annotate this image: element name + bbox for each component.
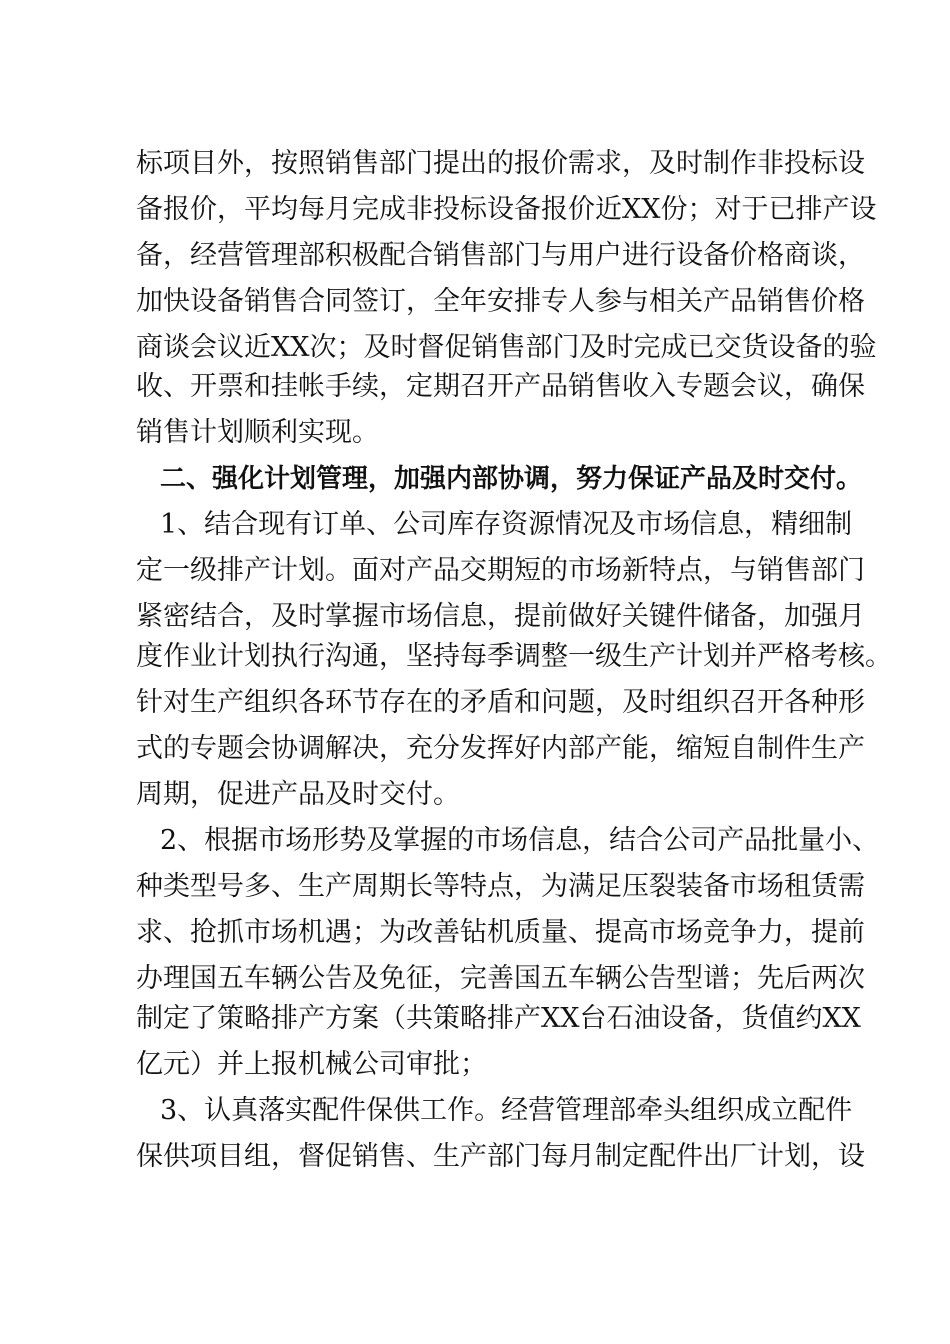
section-heading: 二、强化计划管理，加强内部协调，努力保证产品及时交付。: [160, 464, 863, 494]
body-text-line: 度作业计划执行沟通，坚持每季调整一级生产计划并严格考核。: [136, 641, 892, 672]
body-text-line: 紧密结合，及时掌握市场信息，提前做好关键件储备，加强月: [136, 601, 865, 632]
paragraph-first-line: 3、认真落实配件保供工作。经营管理部牵头组织成立配件: [160, 1095, 853, 1126]
body-text-line: 商谈会议近XX次；及时督促销售部门及时完成已交货设备的验: [136, 332, 877, 363]
body-text-line: 式的专题会协调解决，充分发挥好内部产能，缩短自制件生产: [136, 733, 865, 764]
body-text-line: 加快设备销售合同签订，全年安排专人参与相关产品销售价格: [136, 286, 865, 317]
body-text-line: 保供项目组，督促销售、生产部门每月制定配件出厂计划，设: [136, 1141, 865, 1172]
body-text-line: 求、抢抓市场机遇；为改善钻机质量、提高市场竞争力，提前: [136, 917, 865, 948]
body-text-line: 针对生产组织各环节存在的矛盾和问题，及时组织召开各种形: [136, 687, 865, 718]
body-text-line: 标项目外，按照销售部门提出的报价需求，及时制作非投标设: [136, 148, 865, 179]
body-text-line: 办理国五车辆公告及免征，完善国五车辆公告型谱；先后两次: [136, 963, 865, 994]
body-text-line: 周期，促进产品及时交付。: [136, 779, 460, 810]
paragraph-first-line: 1、结合现有订单、公司库存资源情况及市场信息，精细制: [160, 509, 853, 540]
body-text-line: 收、开票和挂帐手续，定期召开产品销售收入专题会议，确保: [136, 371, 865, 402]
body-text-line: 备，经营管理部积极配合销售部门与用户进行设备价格商谈，: [136, 240, 865, 271]
body-text-line: 种类型号多、生产周期长等特点，为满足压裂装备市场租赁需: [136, 871, 865, 902]
paragraph-first-line: 2、根据市场形势及掌握的市场信息，结合公司产品批量小、: [160, 825, 880, 856]
body-text-line: 亿元）并上报机械公司审批；: [136, 1049, 487, 1080]
body-text-line: 销售计划顺利实现。: [136, 417, 379, 448]
body-text-line: 备报价，平均每月完成非投标设备报价近XX份；对于已排产设: [136, 194, 877, 225]
body-text-line: 定一级排产计划。面对产品交期短的市场新特点，与销售部门: [136, 555, 865, 586]
body-text-line: 制定了策略排产方案（共策略排产XX台石油设备，货值约XX: [136, 1003, 861, 1034]
